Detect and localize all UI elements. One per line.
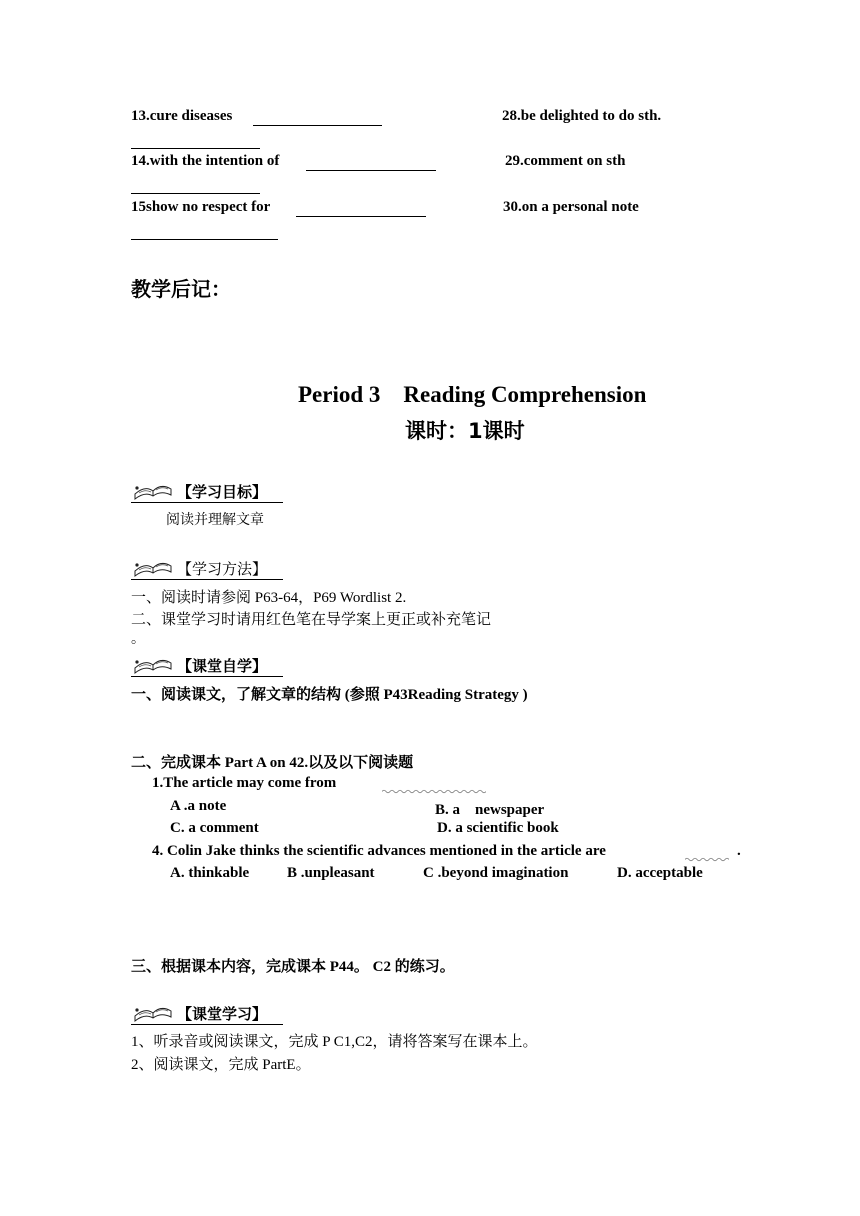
section-self-study-label: 【课堂自学】 (177, 659, 268, 675)
method-line-2: 二、课堂学习时请用红色笔在导学案上更正或补充笔记 (131, 612, 492, 628)
self-study-item-1: 一、阅读课文，了解文章的结构 (参照 P43Reading Strategy ) (131, 687, 528, 703)
section-method-label: 【学习方法】 (177, 562, 268, 578)
self-study-item-2: 二、完成课本 Part A on 42.以及以下阅读题 (131, 755, 414, 771)
book-icon (131, 1001, 177, 1023)
section-class-study-label: 【课堂学习】 (177, 1007, 268, 1023)
vocab-14: 14.with the intention of (131, 153, 280, 169)
class-study-line-2: 2、阅读课文，完成 PartE。 (131, 1057, 311, 1073)
vocab-29: 29.comment on sth (505, 153, 626, 169)
question-4-end: . (737, 843, 741, 859)
answer-blank (131, 148, 260, 149)
answer-blank-wavy (382, 789, 486, 794)
answer-blank-wavy (685, 857, 729, 862)
section-goals-header (131, 479, 283, 503)
q1-option-b: B. a newspaper (435, 802, 545, 818)
goals-content: 阅读并理解文章 (166, 512, 264, 528)
q4-option-c: C .beyond imagination (423, 865, 569, 881)
answer-blank (131, 193, 260, 194)
section-goals-label: 【学习目标】 (177, 485, 268, 501)
section-self-study-header (131, 653, 283, 677)
method-line-1: 一、阅读时请参阅 P63-64，P69 Wordlist 2. (131, 590, 407, 606)
question-4: 4. Colin Jake thinks the scientific advances mentioned in the article are (152, 843, 606, 859)
q1-option-a: A .a note (170, 798, 227, 814)
self-study-item-3: 三、根据课本内容，完成课本 P44。 C2 的练习。 (131, 959, 455, 975)
class-study-line-1: 1、听录音或阅读课文，完成 P C1,C2，请将答案写在课本上。 (131, 1034, 538, 1050)
notes-heading: 教学后记： (131, 277, 231, 301)
vocab-13: 13.cure diseases (131, 108, 233, 124)
book-icon (131, 653, 177, 675)
answer-blank (296, 216, 426, 217)
answer-blank (253, 125, 382, 126)
vocab-28: 28.be delighted to do sth. (502, 108, 662, 124)
answer-blank (306, 170, 436, 171)
vocab-30: 30.on a personal note (503, 199, 639, 215)
book-icon (131, 556, 177, 578)
section-class-study-header (131, 1001, 283, 1025)
method-line-3: 。 (131, 632, 145, 647)
q1-option-d: D. a scientific book (437, 820, 559, 836)
book-icon (131, 479, 177, 501)
period-title: Period 3 Reading Comprehension (298, 382, 647, 407)
question-1: 1.The article may come from (152, 775, 337, 791)
q4-option-a: A. thinkable (170, 865, 250, 881)
q4-option-d: D. acceptable (617, 865, 703, 881)
vocab-15: 15show no respect for (131, 199, 271, 215)
section-method-header (131, 556, 283, 580)
q1-option-c: C. a comment (170, 820, 259, 836)
answer-blank (131, 239, 278, 240)
q4-option-b: B .unpleasant (287, 865, 375, 881)
class-hours: 课时：1课时 (405, 419, 525, 443)
